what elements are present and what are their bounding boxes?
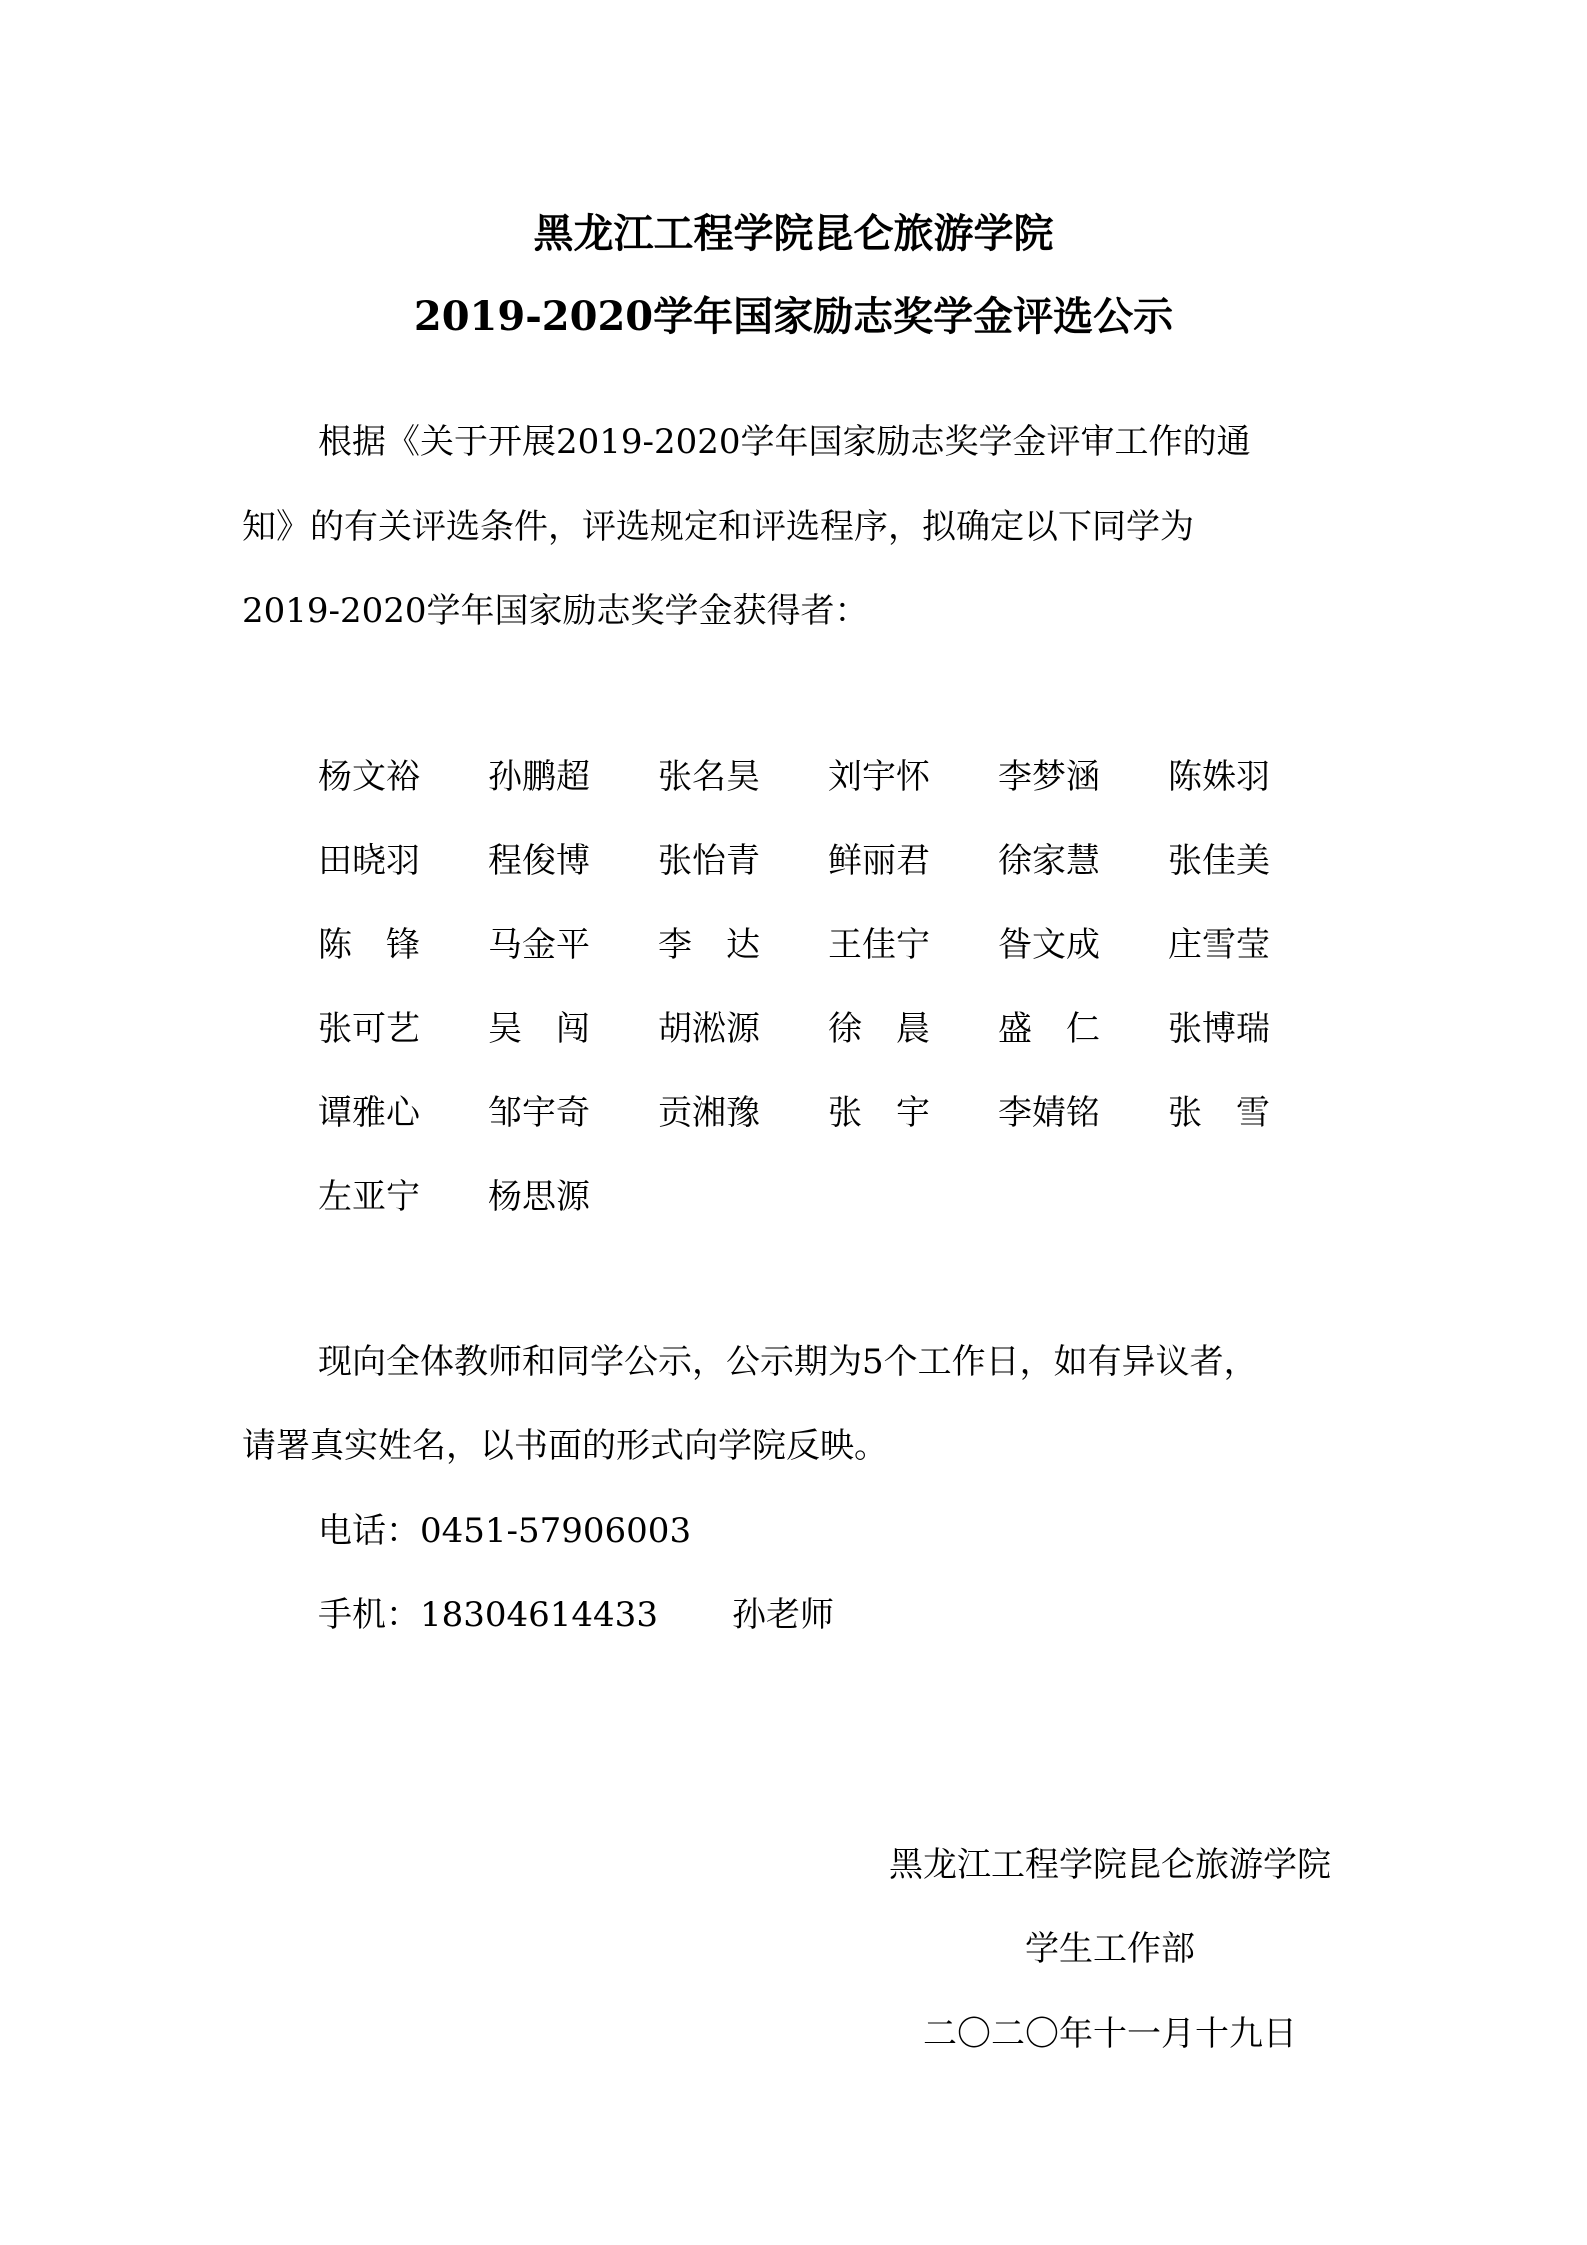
recipient-name: 张 宇 xyxy=(828,1093,930,1133)
mobile-line: 手机：18304614433 xyxy=(318,1595,658,1635)
recipient-name: 张博瑞 xyxy=(1168,1009,1270,1049)
recipient-name: 胡淞源 xyxy=(658,1009,760,1049)
recipient-name: 鲜丽君 xyxy=(828,841,930,881)
recipient-name: 杨思源 xyxy=(488,1177,590,1217)
recipient-name: 盛 仁 xyxy=(998,1009,1100,1049)
recipient-name: 杨文裕 xyxy=(318,757,420,797)
recipient-name: 田晓羽 xyxy=(318,841,420,881)
notice-line-1: 现向全体教师和同学公示，公示期为5个工作日，如有异议者， xyxy=(318,1342,1258,1382)
intro-line-3: 2019-2020学年国家励志奖学金获得者： xyxy=(242,591,869,631)
contact-person: 孙老师 xyxy=(732,1595,834,1635)
signature-dept: 学生工作部 xyxy=(1025,1929,1195,1969)
page-subtitle: 2019-2020学年国家励志奖学金评选公示 xyxy=(413,293,1174,340)
recipient-name: 谭雅心 xyxy=(318,1093,420,1133)
phone-line: 电话：0451-57906003 xyxy=(318,1511,692,1551)
recipient-name: 贡湘豫 xyxy=(658,1093,760,1133)
recipient-name: 李婧铭 xyxy=(998,1093,1100,1133)
recipient-name: 陈姝羽 xyxy=(1168,757,1270,797)
intro-line-1: 根据《关于开展2019-2020学年国家励志奖学金评审工作的通 xyxy=(318,422,1251,462)
recipient-name: 庄雪莹 xyxy=(1168,925,1270,965)
recipient-name: 程俊博 xyxy=(488,841,590,881)
page-title: 黑龙江工程学院昆仑旅游学院 xyxy=(533,210,1054,257)
recipient-name: 左亚宁 xyxy=(318,1177,420,1217)
recipient-name: 李 达 xyxy=(658,925,760,965)
signature-date: 二〇二〇年十一月十九日 xyxy=(923,2014,1297,2054)
recipient-name: 孙鹏超 xyxy=(488,757,590,797)
recipient-name: 陈 锋 xyxy=(318,925,420,965)
notice-line-2: 请署真实姓名，以书面的形式向学院反映。 xyxy=(242,1426,888,1466)
recipient-name: 马金平 xyxy=(488,925,590,965)
recipient-list xyxy=(318,757,1338,1280)
recipient-name: 张可艺 xyxy=(318,1009,420,1049)
recipient-name: 李梦涵 xyxy=(998,757,1100,797)
recipient-name: 徐家慧 xyxy=(998,841,1100,881)
recipient-name: 张怡青 xyxy=(658,841,760,881)
recipient-name: 王佳宁 xyxy=(828,925,930,965)
recipient-name: 张 雪 xyxy=(1168,1093,1270,1133)
recipient-name: 张佳美 xyxy=(1168,841,1270,881)
recipient-name: 邹宇奇 xyxy=(488,1093,590,1133)
signature-org: 黑龙江工程学院昆仑旅游学院 xyxy=(889,1845,1331,1885)
recipient-name: 刘宇怀 xyxy=(828,757,930,797)
recipient-name: 徐 晨 xyxy=(828,1009,930,1049)
recipient-name: 张名昊 xyxy=(658,757,760,797)
recipient-name: 吴 闯 xyxy=(488,1009,590,1049)
recipient-name: 昝文成 xyxy=(998,925,1100,965)
intro-line-2: 知》的有关评选条件，评选规定和评选程序，拟确定以下同学为 xyxy=(242,507,1194,547)
